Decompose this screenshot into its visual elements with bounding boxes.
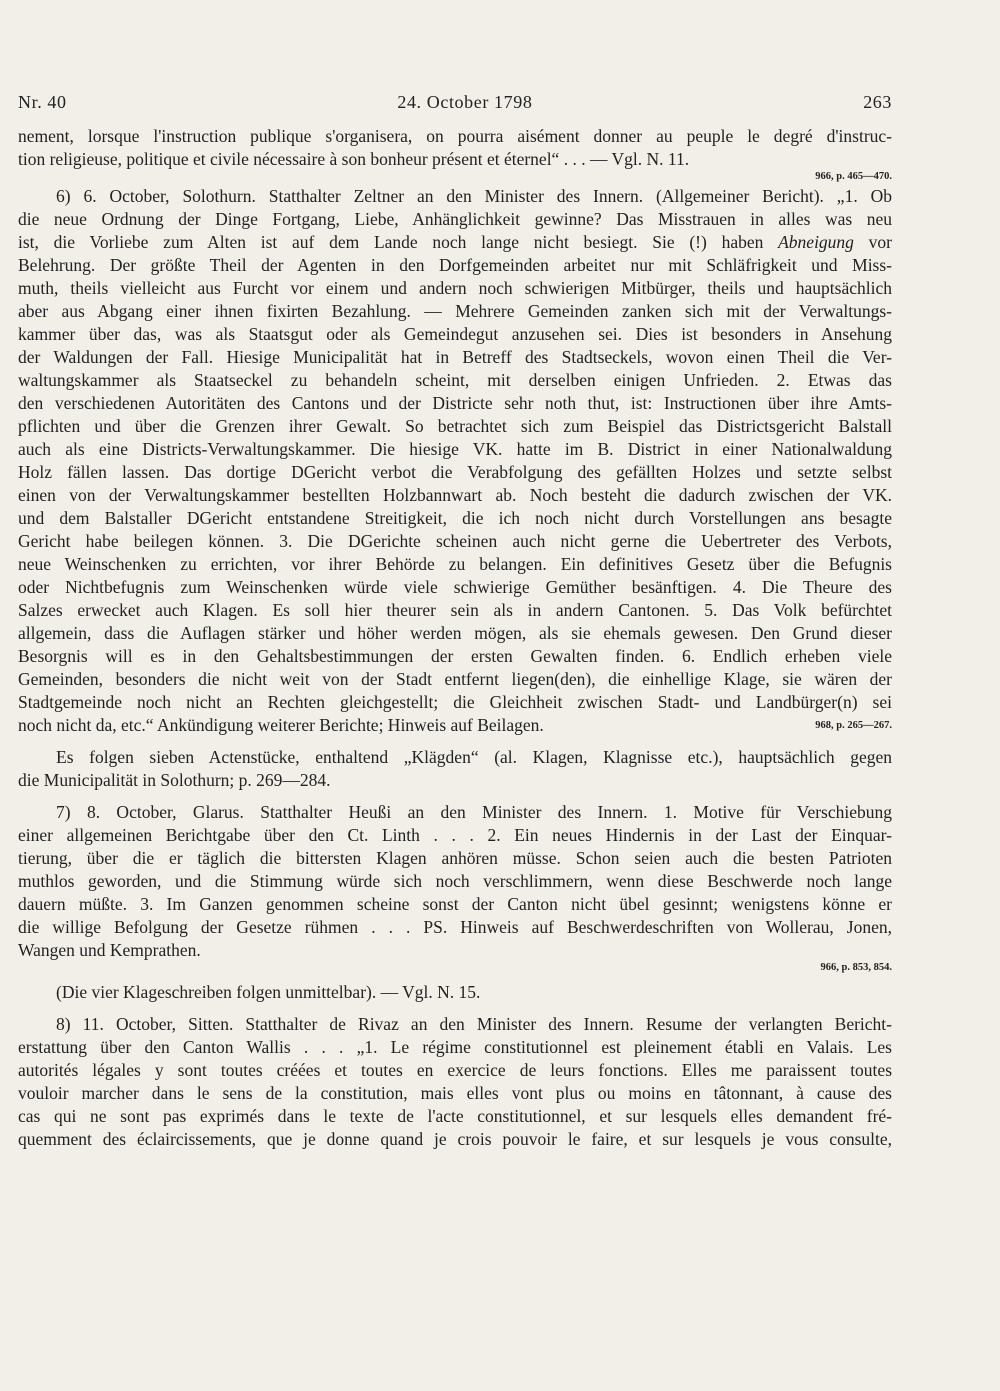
text-line: muth, theils vielleicht aus Furcht vor einem und andern noch schwierigen Mitbürger, theils und hauptsächlich <box>18 278 892 298</box>
page-number: 263 <box>863 92 892 112</box>
text-line: 7) 8. October, Glarus. Statthalter Heußi an den Minister des Innern. 1. Motive für Verschiebung <box>56 802 892 822</box>
text-line: Belehrung. Der größte Theil der Agenten in den Dorfgemeinden arbeitet nur mit Schläfrigkeit und Miss- <box>18 255 892 275</box>
document-number: Nr. 40 <box>18 92 67 112</box>
emphasis: Abneigung <box>778 232 854 252</box>
text-line: tion religieuse, politique et civile nécessaire à son bonheur présent et éternel“ . . . — Vgl. N. 11. <box>18 149 690 169</box>
text-line: Gericht habe beilegen können. 3. Die DGerichte scheinen auch nicht gerne die Uebertreter des Verbots, <box>18 531 892 551</box>
text-line: erstattung über den Canton Wallis . . . „1. Le régime constitutionnel est pleinement établi en Valais. Les <box>18 1037 892 1057</box>
source-reference: 968, p. 265—267. <box>815 720 892 731</box>
text-line: Holz fällen lassen. Das dortige DGericht verbot die Verabfolgung des gefällten Holzes und setzte selbst <box>18 462 892 482</box>
text-line: der Waldungen der Fall. Hiesige Municipalität hat in Betreff des Stadtseckels, wovon einen Theil die Ver- <box>18 347 892 367</box>
text-line <box>18 714 892 737</box>
text-line: kammer über das, was als Staatsgut oder als Gemeindegut anzusehen sei. Dies ist besonders in Ansehung <box>18 324 892 344</box>
text-line: vouloir marcher dans le sens de la constitution, mais elles vont plus ou moins en tâtonnant, à cause des <box>18 1083 892 1103</box>
text-line: (Die vier Klageschreiben folgen unmittelbar). — Vgl. N. 15. <box>56 982 481 1002</box>
spacer <box>18 792 892 801</box>
header-date: 24. October 1798 <box>397 92 533 112</box>
entry-solothurn <box>18 185 892 737</box>
text-line: auch als eine Districts-Verwaltungskammer. Die hiesige VK. hatte im B. District in einer Nationalwaldung <box>18 439 892 459</box>
text-line: einen von der Verwaltungskammer bestellten Holzbannwart ab. Noch besteht die dadurch zwischen der VK. <box>18 485 892 505</box>
text-line: neue Weinschenken zu errichten, vor ihrer Behörde zu belangen. Ein definitives Gesetz über die Befugnis <box>18 554 892 574</box>
text-line: dauern müßte. 3. Im Ganzen genommen scheine sonst der Canton nicht übel gesinnt; wenigstens könne er <box>18 894 892 914</box>
text-line <box>18 231 892 254</box>
text-line: cas qui ne sont pas exprimés dans le texte de l'acte constitutionnel, et sur lesquels elles demandent fré- <box>18 1106 892 1126</box>
source-reference: 966, p. 853, 854. <box>820 962 892 973</box>
note-attachments <box>18 746 892 792</box>
entry-sitten <box>18 1013 892 1151</box>
text-segment: ist, die Vorliebe zum Alten ist auf dem Lande noch lange nicht besiegt. Sie (!) haben <box>18 232 764 252</box>
text-segment: vor <box>853 232 893 252</box>
text-line: 8) 11. October, Sitten. Statthalter de Rivaz an den Minister des Innern. Resume der verlangten Bericht- <box>56 1014 892 1034</box>
source-reference: 966, p. 465—470. <box>815 171 892 182</box>
text-line: oder Nichtbefugnis zum Weinschenken würde viele schwierige Gemüther besänftigen. 4. Die Theure des <box>18 577 892 597</box>
text-line: muthlos geworden, und die Stimmung würde sich noch verschlimmern, wenn diese Beschwerde noch lange <box>18 871 892 891</box>
text-segment: noch nicht da, etc.“ Ankündigung weiterer Berichte; Hinweis auf Beilagen. <box>18 715 544 735</box>
text-line: die Municipalität in Solothurn; p. 269—284. <box>18 770 331 790</box>
text-line: Stadtgemeinde noch nicht an Rechten gleichgestellt; die Gleichheit zwischen Stadt- und Landbürger(n) sei <box>18 692 892 712</box>
text-line: allgemein, dass die Auflagen stärker und höher werden mögen, als sie ehemals gewesen. Den Grund dieser <box>18 623 892 643</box>
text-line: den verschiedenen Autoritäten des Cantons und der Districte sehr noth thut, ist: Instructionen über ihre Amts- <box>18 393 892 413</box>
note-letters <box>18 981 892 1004</box>
paragraph-continuation <box>18 125 892 185</box>
page-body <box>18 125 892 1151</box>
text-line: Wangen und Kemprathen. <box>18 940 201 960</box>
text-line: aber aus Abgang einer ihnen fixirten Bezahlung. — Mehrere Gemeinden zanken sich mit der Verwaltungs- <box>18 301 892 321</box>
text-line: waltungskammer als Staatseckel zu behandeln scheint, mit derselben einigen Unfrieden. 2. Etwas das <box>18 370 892 390</box>
entry-glarus <box>18 801 892 976</box>
text-line: Gemeinden, besonders die nicht weit von der Stadt entfernt liegen(den), die einhellige Klage, sie wären der <box>18 669 892 689</box>
text-line: einer allgemeinen Berichtgabe über den Ct. Linth . . . 2. Ein neues Hindernis in der Last der Einquar- <box>18 825 892 845</box>
text-line: nement, lorsque l'instruction publique s'organisera, on pourra aisément donner au peuple le degré d'instruc- <box>18 126 892 146</box>
text-line: und dem Balstaller DGericht entstandene Streitigkeit, die ich noch nicht durch Vorstellungen ans besagte <box>18 508 892 528</box>
text-line: die willige Befolgung der Gesetze rühmen . . . PS. Hinweis auf Beschwerdeschriften von Wollerau, Jonen, <box>18 917 892 937</box>
text-line: autorités légales y sont toutes créées et toutes en exercice de leurs fonctions. Elles me paraissent toutes <box>18 1060 892 1080</box>
text-line: pflichten und über die Grenzen ihrer Gewalt. So betrachtet sich zum Beispiel das Districtsgericht Balstall <box>18 416 892 436</box>
text-line: Es folgen sieben Actenstücke, enthaltend „Klägden“ (al. Klagen, Klagnisse etc.), hauptsächlich gegen <box>56 747 892 767</box>
text-line: quemment des éclaircissements, que je donne quand je crois pouvoir le faire, et sur lesquels je vous consulte, <box>18 1129 892 1149</box>
spacer <box>18 1004 892 1013</box>
text-line: die neue Ordnung der Dinge Fortgang, Liebe, Anhänglichkeit gewinne? Das Misstrauen in alles was neu <box>18 209 892 229</box>
text-line: tierung, über die er täglich die bittersten Klagen anhören müsse. Schon seien auch die besten Patrioten <box>18 848 892 868</box>
text-line: Salzes erwecket auch Klagen. Es soll hier theurer sein als in andern Cantonen. 5. Das Volk befürchtet <box>18 600 892 620</box>
spacer <box>18 737 892 746</box>
text-line: Besorgnis will es in den Gehaltsbestimmungen der ersten Gewalten finden. 6. Endlich erheben viele <box>18 646 892 666</box>
page-header <box>18 92 892 113</box>
text-line: 6) 6. October, Solothurn. Statthalter Zeltner an den Minister des Innern. (Allgemeiner Bericht). „1. Ob <box>56 186 892 206</box>
